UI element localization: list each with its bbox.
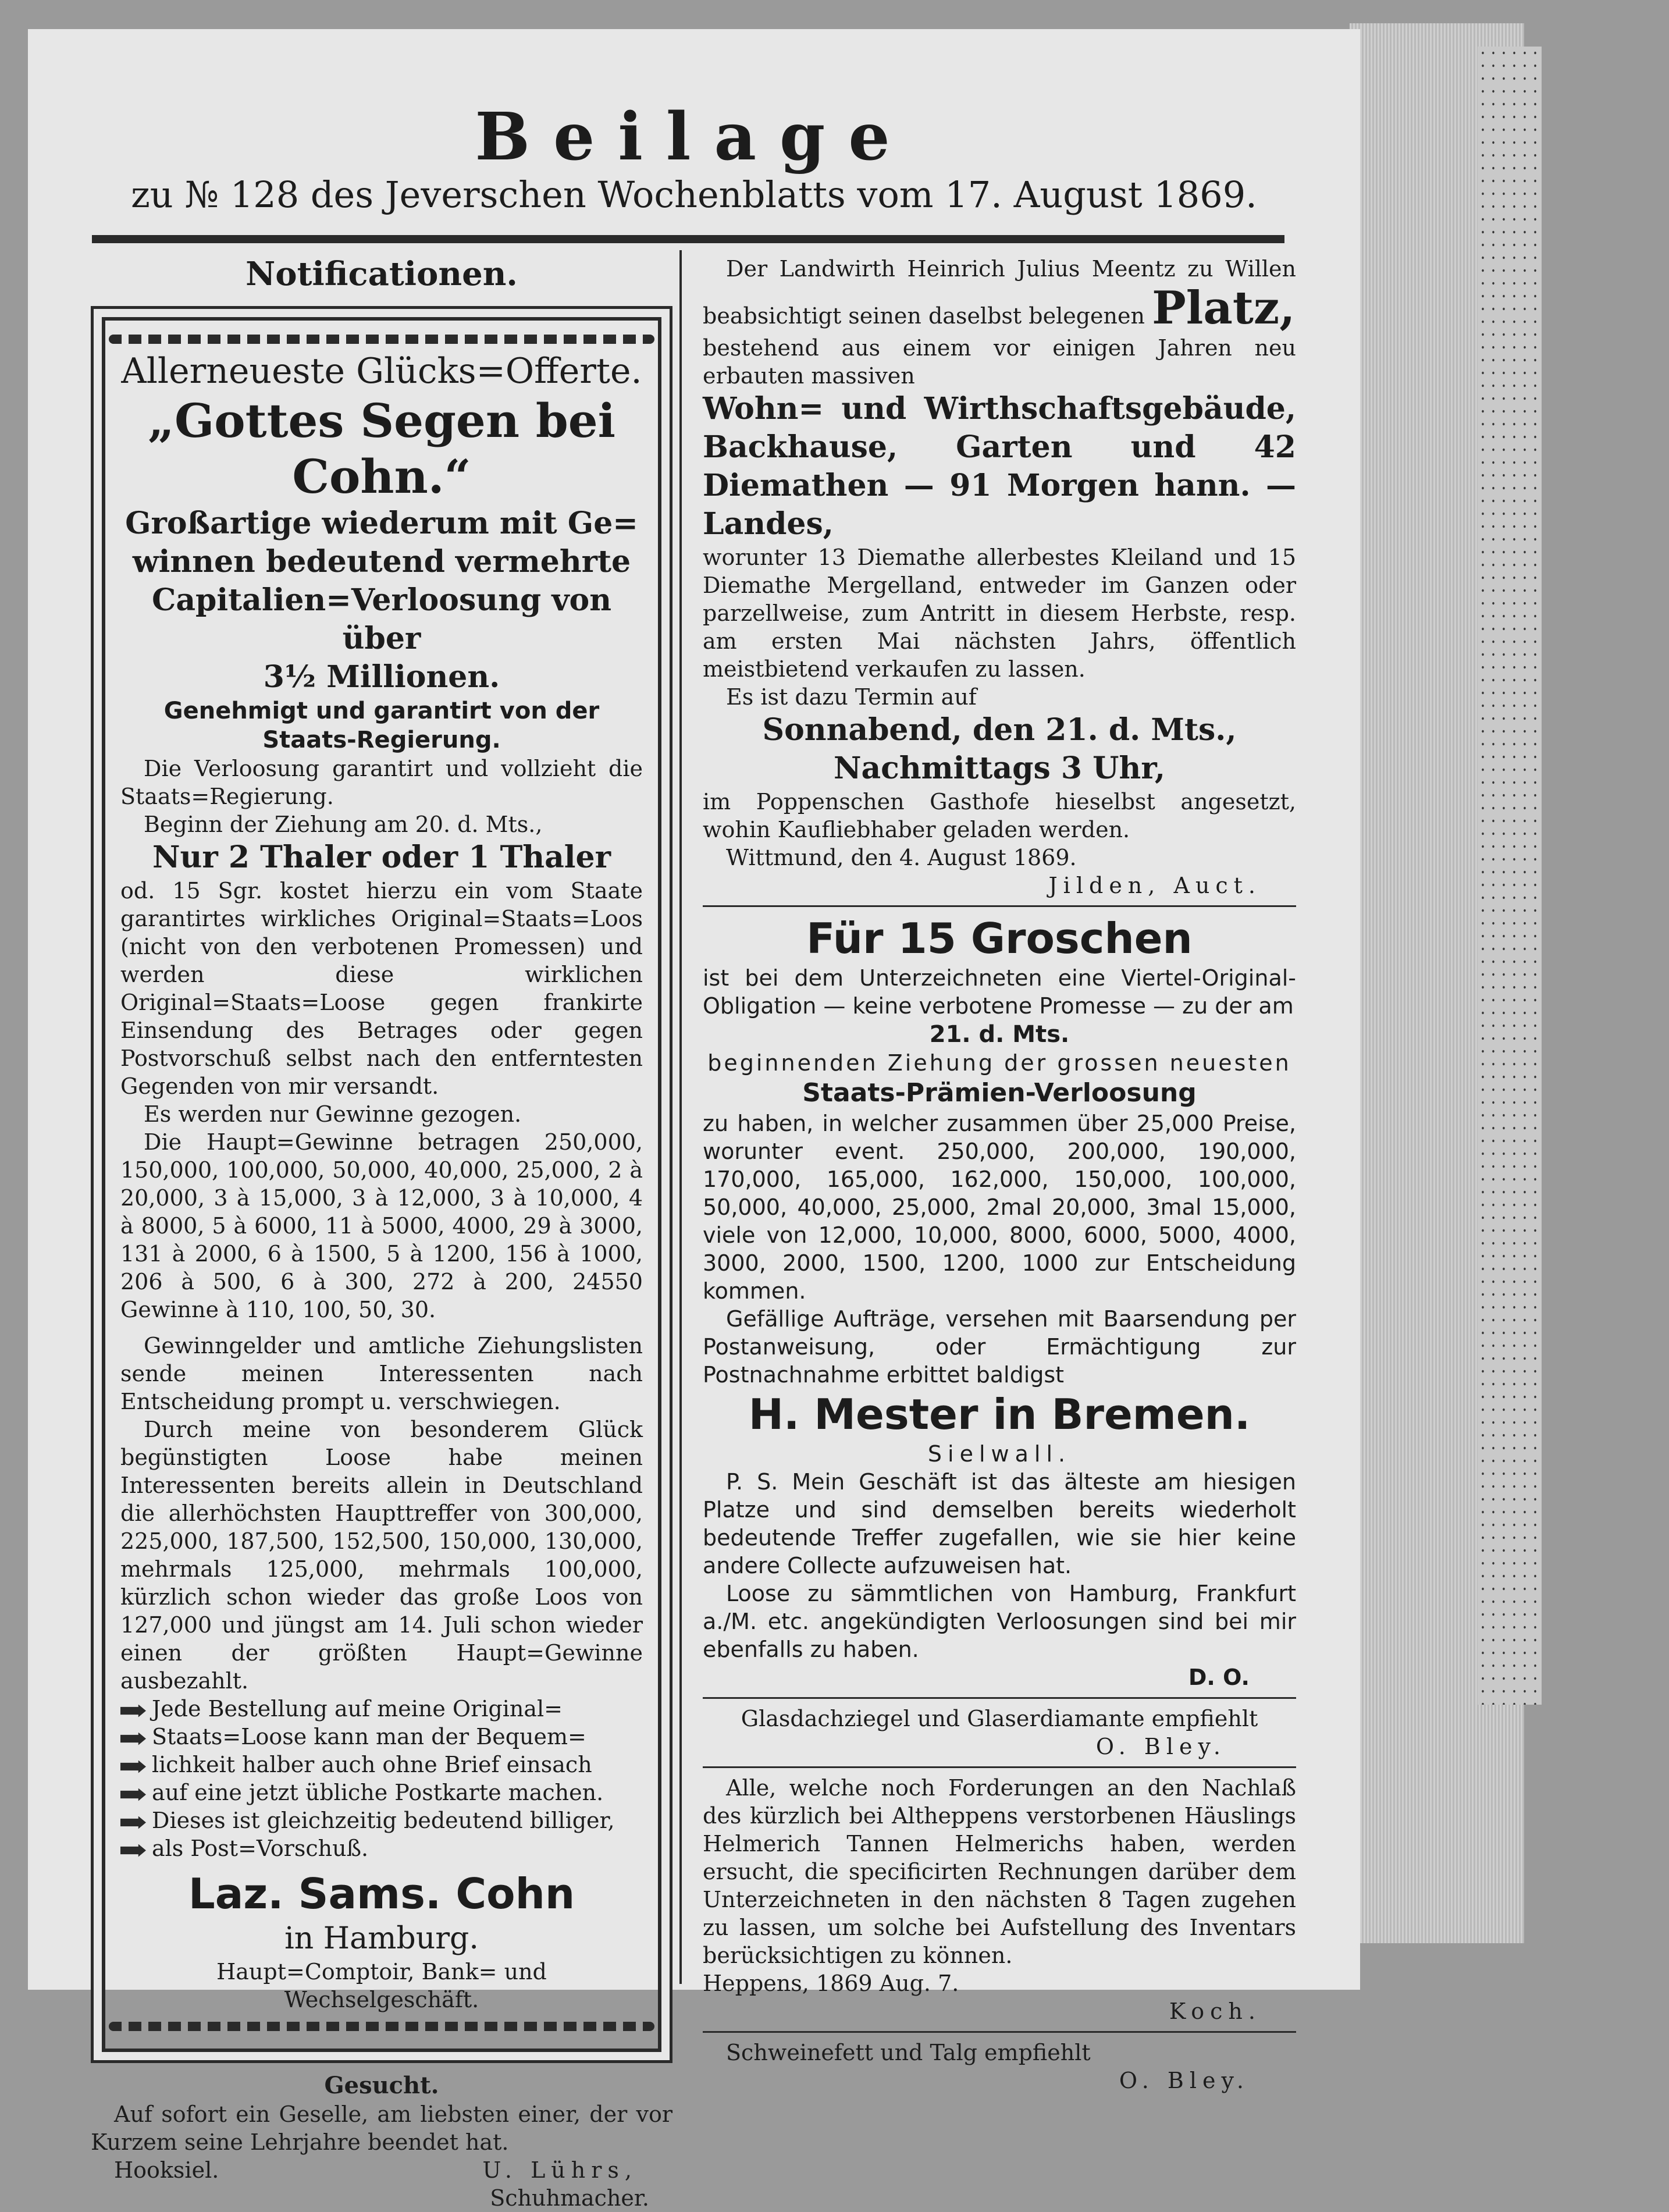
- advertiser-street: Sielwall.: [927, 1441, 1072, 1467]
- ad-hand-line: [120, 1834, 643, 1862]
- book-binding-edge: [1478, 47, 1542, 1705]
- page-subtitle: zu № 128 des Jeverschen Wochenblatts vom 17. August 1869.: [131, 173, 1257, 216]
- ad-line: Capitalien=Verloosung von über: [151, 582, 612, 656]
- pointing-hand-icon: [120, 1761, 146, 1773]
- ad-highlight: Wohn= und Wirthschaftsgebäude, Backhause, Garten und 42 Diemathen — 91 Morgen hann. — Landes,: [703, 391, 1296, 542]
- ad-line: winnen bedeutend vermehrte: [132, 544, 631, 579]
- ad-hand-line: [120, 1723, 643, 1751]
- ad-paragraph: Loose zu sämmtlichen von Hamburg, Frankfurt a./M. etc. angekündigten Verloosungen sind bei mir ebenfalls zu haben.: [703, 1581, 1296, 1662]
- ad-hand-text: Dieses ist gleichzeitig bedeutend billiger,: [152, 1808, 615, 1833]
- ad-paragraph: Die Haupt=Gewinne betragen 250,000, 150,000, 100,000, 50,000, 40,000, 25,000, 2 à 20,000, 3 à 15,000, 3 à 12,000, 3 à 10,000, 4 à 8000, 5 à 6000, 11 à 5000, 4000, 29 à 3000, 131 à 2000, 6 à 1500, 5 à 1200, 156 à 1000, 206 à 500, 6 à 300, 272 à 200, 24550 Gewinne à 110, 100, 50, 30.: [120, 1129, 643, 1322]
- ad-hand-line: [120, 1695, 643, 1723]
- pointing-hand-icon: [120, 1705, 146, 1717]
- ad-line: Genehmigt und garantirt von der: [163, 698, 600, 724]
- ad-hand-text: als Post=Vorschuß.: [152, 1836, 369, 1861]
- lard-tallow-ad: [703, 2039, 1296, 2094]
- ad-paragraph: Durch meine von besonderem Glück begünstigten Loose habe meinen Interessenten bereits allein in Deutschland die allerhöchsten Haupttreffer von 300,000, 225,000, 187,500, 152,500, 150,000, 130,000, mehrmals 125,000, mehrmals 100,000, kürzlich schon wieder das große Loos von 127,000 und jüngst am 14. Juli schon wieder einen der größten Haupt=Gewinne ausbezahlt.: [120, 1417, 643, 1694]
- ad-separator: [703, 905, 1296, 907]
- ad-hand-line: [120, 1806, 643, 1834]
- ad-paragraph: Es ist dazu Termin auf: [726, 684, 977, 710]
- ad-slogan: „Gottes Segen bei Cohn.“: [147, 393, 616, 504]
- estate-notice-ad: [703, 1774, 1296, 2025]
- pointing-hand-icon: [120, 1816, 146, 1829]
- ad-date: Sonnabend, den 21. d. Mts.,: [762, 712, 1237, 748]
- ad-separator: [703, 2031, 1296, 2033]
- ad-paragraph: od. 15 Sgr. kostet hierzu ein vom Staate garantirtes wirkliches Original=Staats=Loos (nicht von den verbotenen Promessen) und werden diese wirklichen Original=Staats=Loose gegen frankirte Einsendung des Betrages oder gegen Postvorschuß selbst nach den entferntesten Gegenden von mir versandt.: [120, 878, 643, 1099]
- column-divider: [679, 250, 682, 1984]
- ad-place: Hooksiel.: [114, 2157, 219, 2183]
- ad-line: 3½ Millionen.: [263, 659, 500, 695]
- ad-hand-text: Jede Bestellung auf meine Original=: [152, 1696, 563, 1722]
- ad-hand-text: Staats=Loose kann man der Bequem=: [152, 1724, 586, 1749]
- ad-paragraph: Auf sofort ein Geselle, am liebsten einer, der vor Kurzem seine Lehrjahre beendet hat.: [91, 2101, 672, 2155]
- pointing-hand-icon: [120, 1733, 146, 1745]
- glass-tiles-ad: [703, 1705, 1296, 1761]
- ad-line: Staats-Regierung.: [262, 727, 501, 753]
- ad-paragraph: beginnenden Ziehung der grossen neuesten: [707, 1050, 1291, 1076]
- ad-trade: Schuhmacher.: [490, 2185, 649, 2211]
- ad-paragraph: Schweinefett und Talg empfiehlt: [726, 2040, 1091, 2065]
- ad-signature: Koch.: [1169, 1998, 1261, 2024]
- section-title: Notificationen.: [245, 255, 518, 293]
- ad-paragraph: Die Verloosung garantirt und vollzieht die Staats=Regierung.: [120, 756, 643, 809]
- ad-paragraph: [703, 255, 1296, 334]
- advertiser-name: H. Mester in Bremen.: [748, 1390, 1251, 1439]
- ad-paragraph: Alle, welche noch Forderungen an den Nachlaß des kürzlich bei Altheppens verstorbenen Häuslings Helmerich Tannen Helmerichs haben, werden ersucht, die specificirten Rechnungen darüber dem Unterzeichneten in den nächsten 8 Tagen zugehen zu lassen, um solche bei Aufstellung des Inventars berücksichtigen zu können.: [703, 1775, 1296, 1968]
- advertiser-business: Haupt=Comptoir, Bank= und Wechselgeschäft.: [216, 1959, 547, 2012]
- ad-paragraph: im Poppenschen Gasthofe hieselbst angesetzt, wohin Kaufliebhaber geladen werden.: [703, 789, 1296, 842]
- ad-paragraph: Beginn der Ziehung am 20. d. Mts.,: [144, 812, 543, 837]
- ad-heading: Allerneueste Glücks=Offerte.: [121, 351, 642, 392]
- pointing-hand-icon: [120, 1844, 146, 1857]
- ad-highlight: Staats-Prämien-Verloosung: [802, 1078, 1197, 1108]
- ad-paragraph: P. S. Mein Geschäft ist das älteste am hiesigen Platze und sind demselben bereits wiederholt bedeutende Treffer zugefallen, wie sie hier keine andere Collecte aufzuweisen hat.: [703, 1469, 1296, 1578]
- ad-signature: Jilden, Auct.: [1048, 873, 1261, 898]
- ad-paragraph: Gefällige Aufträge, versehen mit Baarsendung per Postanweisung, oder Ermächtigung zur Postnachnahme erbittet baldigst: [703, 1306, 1296, 1388]
- ad-paragraph: ist bei dem Unterzeichneten eine Viertel-Original-Obligation — keine verbotene Promesse — zu der am: [703, 965, 1296, 1019]
- land-sale-ad: [703, 255, 1296, 899]
- ad-heading: Für 15 Groschen: [806, 914, 1193, 963]
- ad-paragraph: Glasdachziegel und Glaserdiamante empfiehlt: [741, 1706, 1258, 1731]
- ad-hand-text: auf eine jetzt übliche Postkarte machen.: [152, 1780, 604, 1805]
- ad-signature-line: [91, 2156, 672, 2184]
- ad-signature: U. Lührs,: [482, 2157, 638, 2183]
- pointing-hand-icon: [120, 1788, 146, 1801]
- ad-hand-line: [120, 1751, 643, 1779]
- ad-dateline: Heppens, 1869 Aug. 7.: [703, 1971, 959, 1996]
- left-column: [91, 250, 672, 2212]
- masthead-rule: [92, 235, 1284, 243]
- ad-time: Nachmittags 3 Uhr,: [833, 751, 1166, 786]
- page-title: Beilage: [475, 99, 913, 175]
- ad-dateline: Wittmund, den 4. August 1869.: [726, 845, 1077, 870]
- ad-paragraph: zu haben, in welcher zusammen über 25,000 Preise, worunter event. 250,000, 200,000, 190,000, 170,000, 165,000, 162,000, 150,000, 100,000, 50,000, 40,000, 25,000, 2mal 20,000, 3mal 15,000, viele von 12,000, 10,000, 8000, 6000, 5000, 4000, 3000, 2000, 1500, 1200, 1000 zur Entscheidung kommen.: [703, 1111, 1296, 1304]
- ad-signature: O. Bley.: [1119, 2068, 1250, 2093]
- ad-paragraph: bestehend aus einem vor einigen Jahren neu erbauten massiven: [703, 335, 1296, 389]
- advertiser-name: Laz. Sams. Cohn: [188, 1869, 575, 1918]
- right-column: [703, 250, 1296, 2094]
- ad-text: Der Landwirth Heinrich Julius Meentz zu Willen beabsichtigt seinen daselbst belegenen: [703, 256, 1296, 329]
- ad-hand-line: [120, 1779, 643, 1806]
- ad-signature: D. O.: [1188, 1665, 1250, 1690]
- ad-price: Nur 2 Thaler oder 1 Thaler: [152, 840, 611, 875]
- ad-separator: [703, 1766, 1296, 1768]
- ad-paragraph: worunter 13 Diemathe allerbestes Kleiland und 15 Diemathe Mergelland, entweder im Ganzen oder parzellweise, zum Antritt in diesem Herbste, resp. am ersten Mai nächsten Jahrs, öffentlich meistbietend verkaufen zu lassen.: [703, 545, 1296, 682]
- ad-hand-text: lichkeit halber auch ohne Brief einsach: [152, 1752, 592, 1777]
- ornamental-border-top: [109, 335, 654, 344]
- ad-paragraph: Gewinngelder und amtliche Ziehungslisten sende meinen Interessenten nach Entscheidung prompt u. verschwiegen.: [120, 1333, 643, 1414]
- newspaper-page: [28, 29, 1360, 2211]
- ad-paragraph: Es werden nur Gewinne gezogen.: [144, 1101, 522, 1127]
- ad-separator: [703, 1697, 1296, 1699]
- advertiser-city: in Hamburg.: [284, 1921, 479, 1956]
- ad-line: Großartige wiederum mit Ge=: [125, 506, 638, 541]
- ad-keyword: Platz,: [1152, 282, 1296, 335]
- lottery-ad-cohn: [91, 306, 672, 2063]
- lottery-ad-mester: [703, 913, 1296, 1691]
- ad-heading: Gesucht.: [324, 2072, 439, 2099]
- ad-date: 21. d. Mts.: [929, 1021, 1070, 1048]
- wanted-ad-luehrs: [91, 2071, 672, 2212]
- ad-signature: O. Bley.: [1095, 1734, 1226, 1759]
